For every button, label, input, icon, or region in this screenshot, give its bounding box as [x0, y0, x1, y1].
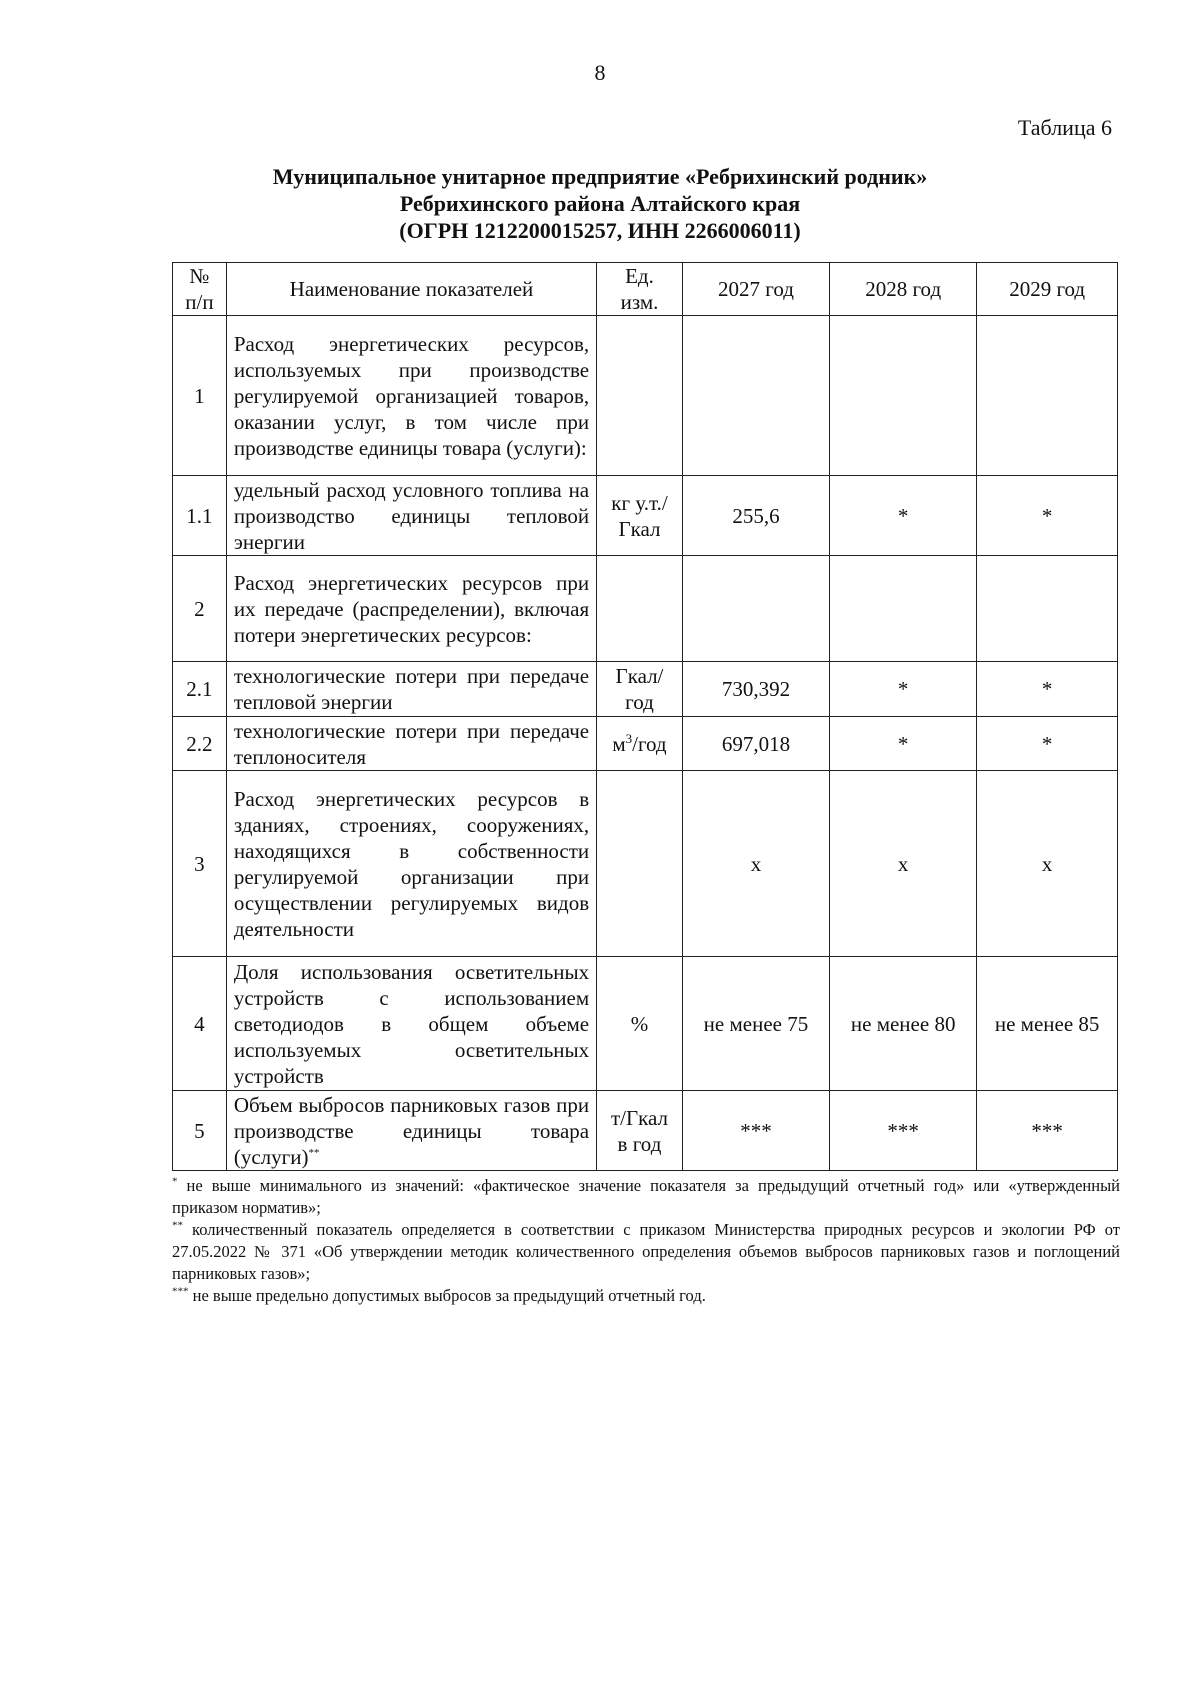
table-label: Таблица 6: [1017, 115, 1112, 140]
row-value-2027: 697,018: [682, 717, 829, 771]
footnote-text: не выше минимального из значений: «фактическое значение показателя за предыдущий отчетный год» или «утвержденный приказом норматив»;: [172, 1176, 1120, 1217]
unit-rest: /год: [632, 731, 667, 756]
row-value-2027: [682, 556, 829, 662]
row-num: 1: [173, 316, 227, 476]
row-name: удельный расход условного топлива на производство единицы тепловой энергии: [226, 476, 596, 556]
footnote: [172, 1175, 1120, 1219]
row-unit: кг у.т./ Гкал: [597, 476, 683, 556]
row-unit: [597, 316, 683, 476]
row-value-2028: ***: [830, 1091, 977, 1171]
row-value-2027: 255,6: [682, 476, 829, 556]
table-row: [173, 556, 1118, 662]
header-2027: 2027 год: [682, 263, 829, 316]
row-value-2028: *: [830, 662, 977, 717]
table-row: [173, 476, 1118, 556]
unit-base: м: [612, 731, 626, 756]
table-row: [173, 717, 1118, 771]
row-value-2027: не менее 75: [682, 957, 829, 1091]
heading-line: Муниципальное унитарное предприятие «Ребрихинский родник»: [272, 164, 928, 189]
footnote-text: количественный показатель определяется в соответствии с приказом Министерства природных ресурсов и экологии РФ от 27.05.2022 № 371 «Об утверждении методик количественного определения объемов выбросов парниковых газов и поглощений парниковых газов»;: [172, 1220, 1120, 1283]
row-value-2029: [977, 316, 1118, 476]
row-unit: [597, 717, 683, 771]
row-name: Расход энергетических ресурсов, используемых при производстве регулируемой организацией товаров, оказании услуг, в том числе при производстве единицы товара (услуги):: [226, 316, 596, 476]
row-unit: %: [597, 957, 683, 1091]
row-name-text: Объем выбросов парниковых газов при производстве единицы товара (услуги): [233, 1092, 590, 1169]
row-name: [226, 1091, 596, 1171]
table-row: [173, 316, 1118, 476]
table-header-row: [173, 263, 1118, 316]
table-row: [173, 957, 1118, 1091]
table-row: [173, 771, 1118, 957]
row-value-2028: *: [830, 717, 977, 771]
row-name: Расход энергетических ресурсов при их передаче (распределении), включая потери энергетических ресурсов:: [226, 556, 596, 662]
row-num: 5: [173, 1091, 227, 1171]
table-row: [173, 662, 1118, 717]
row-value-2027: х: [682, 771, 829, 957]
row-num: 3: [173, 771, 227, 957]
header-unit: Ед. изм.: [597, 263, 683, 316]
row-value-2027: 730,392: [682, 662, 829, 717]
row-value-2029: [977, 556, 1118, 662]
row-unit: т/Гкал в год: [597, 1091, 683, 1171]
row-value-2028: х: [830, 771, 977, 957]
row-value-2029: не менее 85: [977, 957, 1118, 1091]
unit-superscript: 3: [625, 730, 633, 746]
row-num: 2: [173, 556, 227, 662]
row-name: Доля использования осветительных устройств с использованием светодиодов в общем объеме используемых осветительных устройств: [226, 957, 596, 1091]
header-num: № п/п: [173, 263, 227, 316]
document-heading: [0, 163, 1200, 244]
row-unit: Гкал/ год: [597, 662, 683, 717]
header-2029: 2029 год: [977, 263, 1118, 316]
heading-line: (ОГРН 1212200015257, ИНН 2266006011): [399, 218, 801, 243]
footnote: [172, 1219, 1120, 1285]
footnote-marker: ***: [172, 1285, 189, 1298]
row-name: Расход энергетических ресурсов в зданиях, строениях, сооружениях, находящихся в собственности регулируемой организации при осуществлении регулируемых видов деятельности: [226, 771, 596, 957]
row-value-2027: ***: [682, 1091, 829, 1171]
table-row: [173, 1091, 1118, 1171]
row-value-2029: *: [977, 476, 1118, 556]
row-num: 2.1: [173, 662, 227, 717]
footnote-marker: *: [172, 1175, 178, 1188]
row-value-2028: *: [830, 476, 977, 556]
row-unit: [597, 771, 683, 957]
row-value-2028: не менее 80: [830, 957, 977, 1091]
row-unit: [597, 556, 683, 662]
footnote: [172, 1285, 1120, 1307]
header-name: Наименование показателей: [226, 263, 596, 316]
header-2028: 2028 год: [830, 263, 977, 316]
row-value-2029: *: [977, 662, 1118, 717]
row-num: 2.2: [173, 717, 227, 771]
row-value-2029: ***: [977, 1091, 1118, 1171]
row-name: технологические потери при передаче тепловой энергии: [226, 662, 596, 717]
row-name: технологические потери при передаче теплоносителя: [226, 717, 596, 771]
row-num: 4: [173, 957, 227, 1091]
indicators-table: [172, 262, 1118, 1171]
row-value-2029: х: [977, 771, 1118, 957]
row-value-2028: [830, 316, 977, 476]
row-value-2027: [682, 316, 829, 476]
footnotes: [172, 1175, 1120, 1307]
footnote-marker: **: [308, 1146, 320, 1159]
row-value-2029: *: [977, 717, 1118, 771]
row-value-2028: [830, 556, 977, 662]
footnote-marker: **: [172, 1219, 183, 1232]
heading-line: Ребрихинского района Алтайского края: [399, 191, 801, 216]
page-number: 8: [594, 60, 606, 85]
row-num: 1.1: [173, 476, 227, 556]
footnote-text: не выше предельно допустимых выбросов за предыдущий отчетный год.: [188, 1286, 706, 1305]
